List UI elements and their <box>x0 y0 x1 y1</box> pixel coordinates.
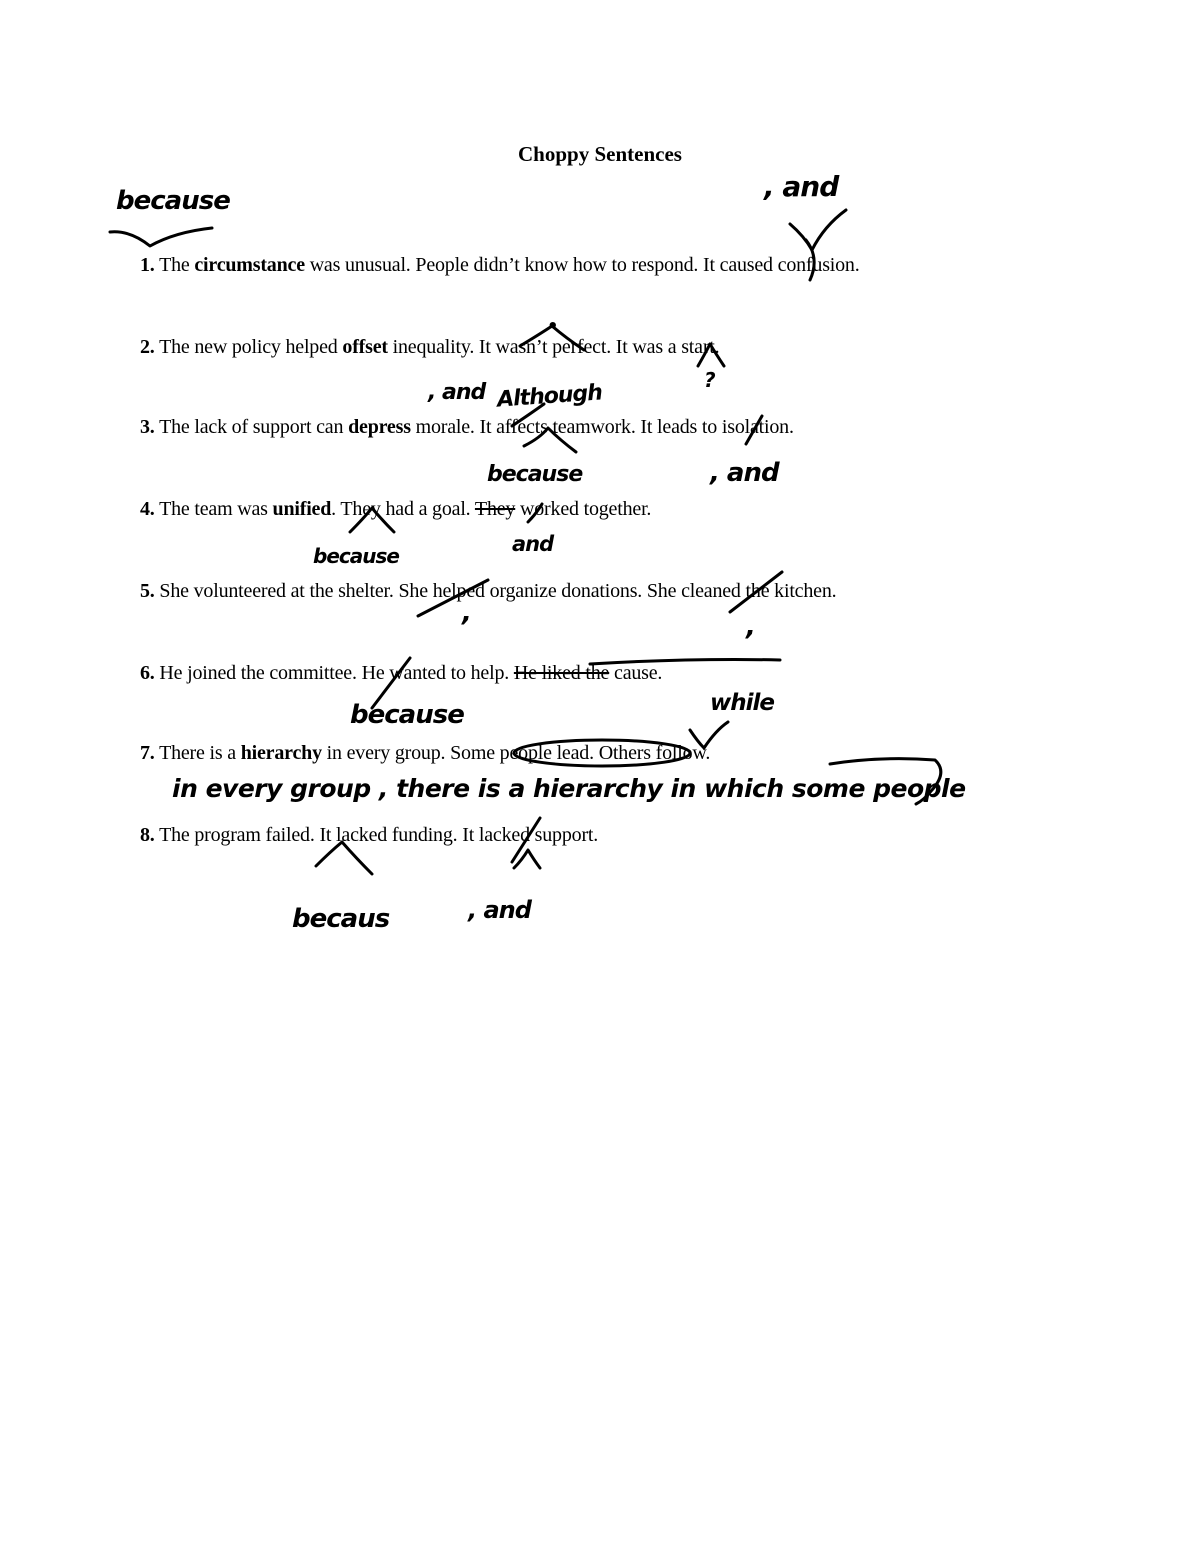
sentence-number: 6. <box>140 662 155 684</box>
strike-mark <box>590 660 780 665</box>
sentence-number: 5. <box>140 580 155 602</box>
handwritten-note: while <box>710 690 774 716</box>
sentence-number: 4. <box>140 498 155 520</box>
sentence-text: cause. <box>609 662 663 684</box>
handwritten-note: , <box>462 598 471 628</box>
struck-phrase: He liked the <box>513 662 610 684</box>
vocab-word: depress <box>348 416 411 438</box>
handwritten-note: because <box>116 186 230 216</box>
check-mark <box>790 210 846 250</box>
sentence-text: was unusual. People didn’t know how to respond. It caused confusion. <box>304 254 860 276</box>
handwritten-note: because <box>487 462 583 487</box>
handwritten-note: • <box>547 316 558 337</box>
page-title: Choppy Sentences <box>518 142 682 166</box>
sentence-number: 7. <box>140 742 155 764</box>
sentence-text: The lack of support can <box>159 416 349 438</box>
strike-mark <box>372 658 410 708</box>
strike-mark <box>730 572 782 612</box>
sentence-text: in every group. <box>321 742 451 764</box>
caret-mark <box>316 842 372 874</box>
handwritten-note: , and <box>468 896 531 924</box>
caret-mark <box>350 508 394 532</box>
sentence-text: The new policy helped <box>159 336 343 358</box>
strike-mark <box>418 580 488 616</box>
sentence-text: She volunteered at the shelter. She helped organize donations. She cleaned the kitchen. <box>159 580 837 602</box>
sentence-text: inequality. It wasn’t perfect. It was a start. <box>387 336 720 358</box>
sentence-text: . They had a goal. <box>331 498 475 520</box>
check-mark <box>690 722 728 748</box>
vocab-word: offset <box>342 336 388 358</box>
vocab-word: hierarchy <box>240 742 322 764</box>
sentence-text: The team was <box>159 498 273 520</box>
handwritten-rewrite: in every group , there is a hierarchy in which some people <box>172 774 966 803</box>
sentence-text: Others follow. <box>593 742 711 764</box>
sentence-number: 2. <box>140 336 155 358</box>
strike-mark <box>746 416 762 444</box>
sentence-number: 8. <box>140 824 155 846</box>
caret-mark <box>528 504 542 522</box>
sentence-text: The program failed. It lacked funding. It lacked support. <box>159 824 599 846</box>
handwritten-note: , and <box>428 380 486 405</box>
sentence-number: 3. <box>140 416 155 438</box>
caret-mark <box>698 344 724 366</box>
handwritten-note: because <box>350 700 464 730</box>
sentence-text: worked together. <box>515 498 652 520</box>
sentence-number: 1. <box>140 254 155 276</box>
struck-word: They <box>474 498 516 520</box>
handwritten-note: , <box>746 612 755 642</box>
sentence-text: The <box>159 254 195 276</box>
caret-mark <box>524 428 576 452</box>
arc-mark <box>830 759 941 804</box>
vocab-word: unified <box>272 498 332 520</box>
handwritten-note: , and <box>764 170 839 203</box>
sentence-text: There is a <box>159 742 241 764</box>
handwritten-note: and <box>512 532 554 556</box>
handwritten-note: becaus <box>292 904 390 934</box>
circle-mark <box>514 740 690 766</box>
caret-mark <box>110 228 212 246</box>
caret-mark <box>512 404 544 426</box>
caret-mark <box>520 326 584 350</box>
handwritten-note: because <box>313 544 399 568</box>
handwritten-note: , and <box>710 458 779 488</box>
circled-phrase: Some people lead. <box>450 742 594 764</box>
handwritten-note: ? <box>704 368 715 392</box>
sentence-text: He joined the committee. He wanted to help. <box>159 662 514 684</box>
vocab-word: circumstance <box>194 254 305 276</box>
handwritten-note: Although <box>496 380 603 413</box>
sentence-text: morale. It affects teamwork. It leads to isolation. <box>410 416 794 438</box>
